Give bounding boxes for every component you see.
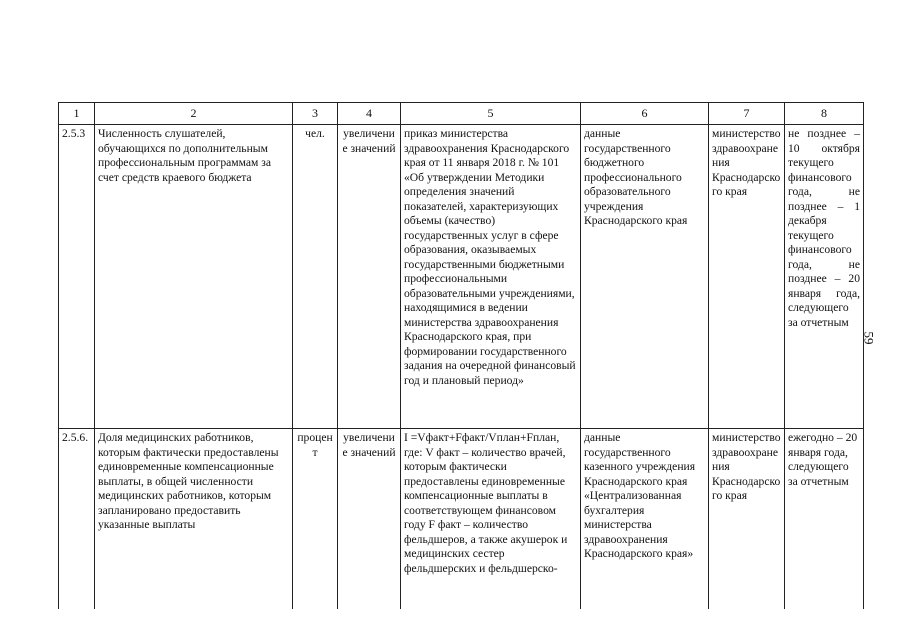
unit: чел. [293,125,338,429]
indicators-table [58,102,864,609]
direction: увеличение значений [338,125,401,429]
calculation-method: I =Vфакт+Fфакт/Vплан+Fплан, где: V факт – количество врачей, которым фактически предоставлены единовременные компенсационные выплаты в соответствующем финансовом году F факт – количество фельдшеров, а также акушерок и медицинских сестер фельдшерских и фельдшерско- [401,429,581,610]
table-header-row [59,103,864,125]
responsible: министерство здравоохранения Краснодарского края [709,429,785,610]
deadline: ежегодно – 20 января года, следующего за отчетным [785,429,864,610]
column-header: 2 [95,103,293,125]
column-header: 3 [293,103,338,125]
column-header: 7 [709,103,785,125]
row-number: 2.5.6. [59,429,95,610]
page-number: 59 [861,331,877,345]
unit: процент [293,429,338,610]
column-header: 4 [338,103,401,125]
column-header: 1 [59,103,95,125]
responsible: министерство здравоохранения Краснодарского края [709,125,785,429]
column-header: 6 [581,103,709,125]
indicator-name: Численность слушателей, обучающихся по дополнительным профессиональным программам за счет средств краевого бюджета [95,125,293,429]
column-header: 5 [401,103,581,125]
data-source: данные государственного казенного учреждения Краснодарского края «Централизованная бухгалтерия министерства здравоохранения Краснодарского края» [581,429,709,610]
data-source: данные государственного бюджетного профессионального образовательного учреждения Краснодарского края [581,125,709,429]
table-row [59,429,864,610]
row-number: 2.5.3 [59,125,95,429]
table-row [59,125,864,429]
direction: увеличение значений [338,429,401,610]
indicator-name: Доля медицинских работников, которым фактически предоставлены единовременные компенсационные выплаты, в общей численности медицинских работников, которым запланировано предоставить указанные выплаты [95,429,293,610]
deadline: не позднее – 10 октября текущего финансового года, не позднее – 1 декабря текущего финансового года, не позднее – 20 января года, следующего за отчетным [785,125,864,429]
column-header: 8 [785,103,864,125]
calculation-method: приказ министерства здравоохранения Краснодарского края от 11 января 2018 г. № 101 «Об утверждении Методики определения значений показателей, характеризующих объемы (качество) государственных услуг в сфере образования, оказываемых государственными бюджетными профессиональными образовательными учреждениями, находящимися в ведении министерства здравоохранения Краснодарского края, при формировании государственного задания на очередной финансовый год и плановый период» [401,125,581,429]
